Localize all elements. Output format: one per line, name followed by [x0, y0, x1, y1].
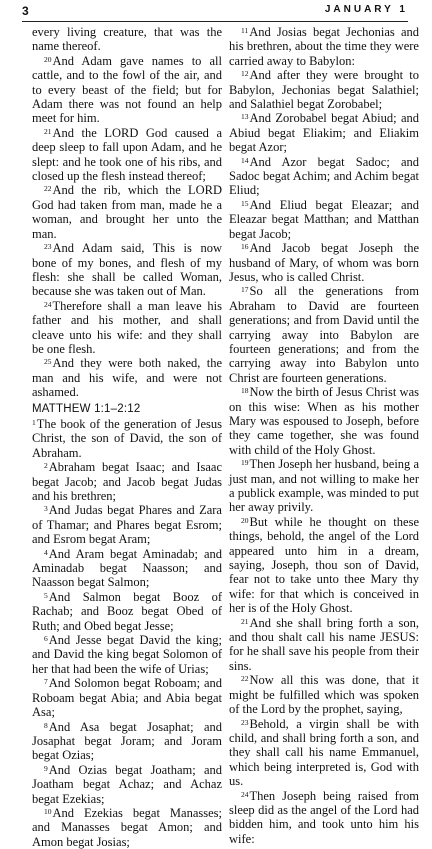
verse-text: Abraham begat Isaac; and Isaac begat Jacob; and Jacob begat Judas and his brethren;: [32, 460, 222, 503]
header-rule: [22, 21, 408, 22]
verse-number: 8: [44, 720, 48, 730]
verse-text: And Zorobabel begat Abiud; and Abiud begat Eliakim; and Eliakim begat Azor;: [229, 111, 419, 155]
verse-text: And Adam gave names to all cattle, and to the fowl of the air, and to every beast of the field; but for Adam there was not found an help meet for him.: [32, 53, 222, 126]
verse-text: And Asa begat Josaphat; and Josaphat begat Joram; and Joram begat Ozias;: [32, 719, 222, 763]
verse: [229, 111, 419, 154]
verse-number: 15: [241, 198, 249, 208]
verse: [32, 356, 222, 399]
verse-number: 17: [241, 285, 249, 295]
verse: [32, 547, 222, 590]
verse-number: 5: [44, 590, 48, 600]
verse-number: 18: [241, 386, 249, 396]
verse-text: And the LORD God caused a deep sleep to fall upon Adam, and he slept: and he took one of his ribs, and closed up the flesh instead thereof;: [32, 125, 222, 184]
verse-text: And Eliud begat Eleazar; and Eleazar begat Matthan; and Matthan begat Jacob;: [229, 197, 419, 241]
verse-number: 21: [241, 616, 249, 626]
verse-text: And Ezekias begat Manasses; and Manasses begat Amon; and Amon begat Josias;: [32, 805, 222, 849]
verse-text: Then Joseph being raised from sleep did as the angel of the Lord had bidden him, and took unto him his wife:: [229, 788, 419, 846]
verse-text: The book of the generation of Jesus Christ, the son of David, the son of Abraham.: [32, 416, 222, 460]
verse: [229, 198, 419, 241]
verse-text: And Solomon begat Roboam; and Roboam begat Abia; and Abia begat Asa;: [32, 676, 222, 720]
verse-number: 4: [44, 547, 48, 557]
verse: [229, 717, 419, 789]
verse-text: Behold, a virgin shall be with child, and shall bring forth a son, and they shall call his name Emmanuel, which being interpreted is, God with us.: [229, 716, 419, 789]
verse-number: 2: [44, 461, 48, 471]
verse-number: 9: [44, 763, 48, 773]
verse: [32, 183, 222, 241]
verse: [32, 676, 222, 719]
verse-text: So all the generations from Abraham to David are fourteen generations; and from David until the carrying away into Babylon are fourteen generations; and from the carrying away into Babylon unto Christ are fourteen generations.: [229, 284, 419, 385]
verse-number: 25: [44, 357, 52, 367]
verse-text: And Ozias begat Joatham; and Joatham begat Achaz; and Achaz begat Ezekias;: [32, 762, 222, 806]
verse-text: Now all this was done, that it might be fulfilled which was spoken of the Lord by the prophet, saying,: [229, 673, 419, 717]
left-column: [32, 25, 222, 849]
verse-number: 11: [241, 26, 249, 35]
verse-text: And Judas begat Phares and Zara of Thamar; and Phares begat Esrom; and Esrom begat Aram;: [32, 503, 222, 547]
verse-text: every living creature, that was the name thereof.: [32, 25, 222, 54]
verse: [32, 126, 222, 184]
verse-number: 22: [241, 674, 249, 684]
page-number: 3: [22, 4, 29, 18]
verse: [229, 515, 419, 616]
verse-number: 7: [44, 677, 48, 687]
verse: [32, 54, 222, 126]
verse-number: 12: [241, 69, 249, 79]
verse-number: 19: [241, 458, 249, 468]
page-header: [22, 4, 408, 20]
verse: [229, 25, 419, 68]
verse-text: And Jacob begat Joseph the husband of Mary, of whom was born Jesus, who is called Christ.: [229, 241, 419, 284]
verse: [32, 633, 222, 676]
verse-text: And after they were brought to Babylon, Jechonias begat Salathiel; and Salathiel begat Zorobabel;: [229, 68, 419, 112]
verse-number: 24: [241, 789, 249, 799]
verse-text: And Azor begat Sadoc; and Sadoc begat Achim; and Achim begat Eliud;: [229, 154, 419, 198]
verse: [229, 68, 419, 111]
verse-number: 16: [241, 242, 249, 252]
verse: [32, 25, 222, 54]
verse: [32, 763, 222, 806]
verse: [32, 299, 222, 357]
verse: [32, 417, 222, 460]
verse: [229, 385, 419, 457]
verse-text: And the rib, which the LORD God had taken from man, made he a woman, and brought her unto the man.: [32, 183, 222, 241]
verse-text: Now the birth of Jesus Christ was on this wise: When as his mother Mary was espoused to Joseph, before they came together, she was found with child of the Holy Ghost.: [229, 385, 419, 457]
verse-number: 14: [241, 155, 249, 165]
verse: [32, 460, 222, 503]
verse: [32, 241, 222, 299]
verse-text: Therefore shall a man leave his father and his mother, and shall cleave unto his wife: and they shall be one flesh.: [32, 298, 222, 356]
verse-number: 6: [44, 634, 48, 644]
verse-number: 21: [44, 126, 52, 136]
verse-text: And Aram begat Aminadab; and Aminadab begat Naasson; and Naasson begat Salmon;: [32, 546, 222, 590]
verse: [229, 155, 419, 198]
reading-date: JANUARY 1: [324, 4, 408, 15]
scripture-reference: MATTHEW 1:1–2:12: [32, 402, 141, 415]
verse: [32, 503, 222, 546]
verse-text: And Adam said, This is now bone of my bones, and flesh of my flesh: she shall be called Woman, because she was taken out of Man.: [32, 241, 222, 299]
verse-number: 20: [241, 515, 249, 525]
verse: [32, 590, 222, 633]
verse-number: 10: [44, 806, 52, 816]
verse-number: 23: [241, 717, 249, 727]
verse-text: Then Joseph her husband, being a just man, and not willing to make her a publick example, was minded to put her away privily.: [229, 457, 419, 515]
verse: [229, 284, 419, 385]
verse-text: But while he thought on these things, behold, the angel of the Lord appeared unto him in a dream, saying, Joseph, thou son of David, fear not to take unto thee Mary thy wife: for that which is conceived in her is of the Holy Ghost.: [229, 514, 419, 616]
verse-text: And Josias begat Jechonias and his brethren, about the time they were carried away to Babylon:: [229, 25, 419, 68]
verse: [229, 457, 419, 515]
verse: [229, 789, 419, 847]
right-column: [229, 25, 419, 846]
verse-number: 23: [44, 242, 52, 252]
verse-text: And she shall bring forth a son, and thou shalt call his name JESUS: for he shall save his people from their sins.: [229, 615, 419, 673]
verse-text: And they were both naked, the man and his wife, and were not ashamed.: [32, 356, 222, 400]
verse-text: And Jesse begat David the king; and David the king begat Solomon of her that had been the wife of Urias;: [32, 633, 222, 676]
verse: [229, 241, 419, 284]
verse-number: 20: [44, 54, 52, 64]
verse: [229, 616, 419, 674]
verse-number: 24: [44, 299, 52, 309]
verse-text: And Salmon begat Booz of Rachab; and Booz begat Obed of Ruth; and Obed begat Jesse;: [32, 589, 222, 633]
verse-number: 22: [44, 184, 52, 194]
verse-number: 13: [241, 112, 249, 122]
verse: [32, 720, 222, 763]
verse-number: 3: [44, 504, 48, 514]
verse-number: 1: [32, 417, 36, 427]
verse: [229, 673, 419, 716]
verse: [32, 806, 222, 849]
